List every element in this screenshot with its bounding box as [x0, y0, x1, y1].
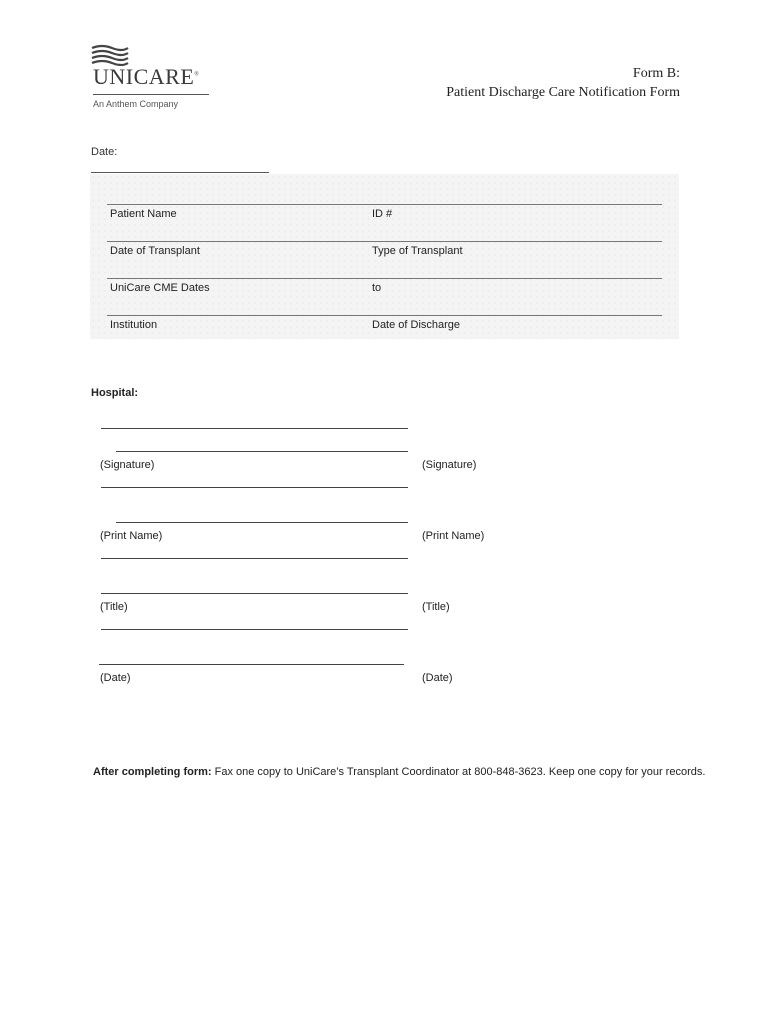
- title-line[interactable]: [101, 558, 408, 559]
- date-label: Date:: [91, 146, 118, 158]
- date-line[interactable]: [101, 629, 408, 630]
- type-of-transplant-field[interactable]: Type of Transplant: [372, 245, 463, 257]
- patient-info-box: [90, 174, 679, 339]
- form-title: [446, 64, 680, 102]
- cme-dates-field[interactable]: UniCare CME Dates: [110, 282, 210, 294]
- date-line[interactable]: [99, 664, 404, 665]
- date-of-discharge-field[interactable]: Date of Discharge: [372, 319, 461, 331]
- print-name-line[interactable]: [116, 522, 408, 523]
- logo-divider: [93, 94, 209, 95]
- logo-tagline: An Anthem Company: [93, 99, 179, 109]
- info-row: [107, 241, 662, 278]
- signature-line[interactable]: [116, 451, 408, 452]
- date-label-left: (Date): [100, 672, 131, 684]
- title-line[interactable]: [101, 593, 408, 594]
- info-row: [107, 278, 662, 315]
- signature-label-right: (Signature): [422, 459, 477, 471]
- info-row: [107, 315, 662, 352]
- completion-instructions-text: Fax one copy to UniCare’s Transplant Coordinator at 800-848-3623. Keep one copy for your records.: [211, 766, 706, 778]
- hospital-heading: Hospital:: [91, 387, 139, 399]
- print-name-label-left: (Print Name): [100, 530, 163, 542]
- signature-line[interactable]: [101, 428, 408, 429]
- cme-dates-to-field[interactable]: to: [372, 282, 382, 294]
- completion-instructions: [93, 766, 705, 778]
- title-label-right: (Title): [422, 601, 450, 613]
- title-label-left: (Title): [100, 601, 128, 613]
- unicare-logo: [90, 44, 220, 114]
- form-title-line2: Patient Discharge Care Notification Form: [446, 85, 680, 100]
- print-name-line[interactable]: [101, 487, 408, 488]
- form-title-line1: Form B:: [632, 66, 680, 81]
- date-label-right: (Date): [422, 672, 453, 684]
- print-name-label-right: (Print Name): [422, 530, 485, 542]
- date-of-transplant-field[interactable]: Date of Transplant: [110, 245, 200, 257]
- completion-instructions-bold: After completing form:: [93, 766, 212, 778]
- patient-name-field[interactable]: Patient Name: [110, 208, 177, 220]
- institution-field[interactable]: Institution: [110, 319, 158, 331]
- info-row: [107, 204, 662, 241]
- flag-icon: [90, 44, 130, 66]
- logo-wordmark: UNICARE®: [93, 64, 200, 89]
- signature-label-left: (Signature): [100, 459, 155, 471]
- date-input-line[interactable]: [91, 172, 269, 173]
- id-field[interactable]: ID #: [372, 208, 393, 220]
